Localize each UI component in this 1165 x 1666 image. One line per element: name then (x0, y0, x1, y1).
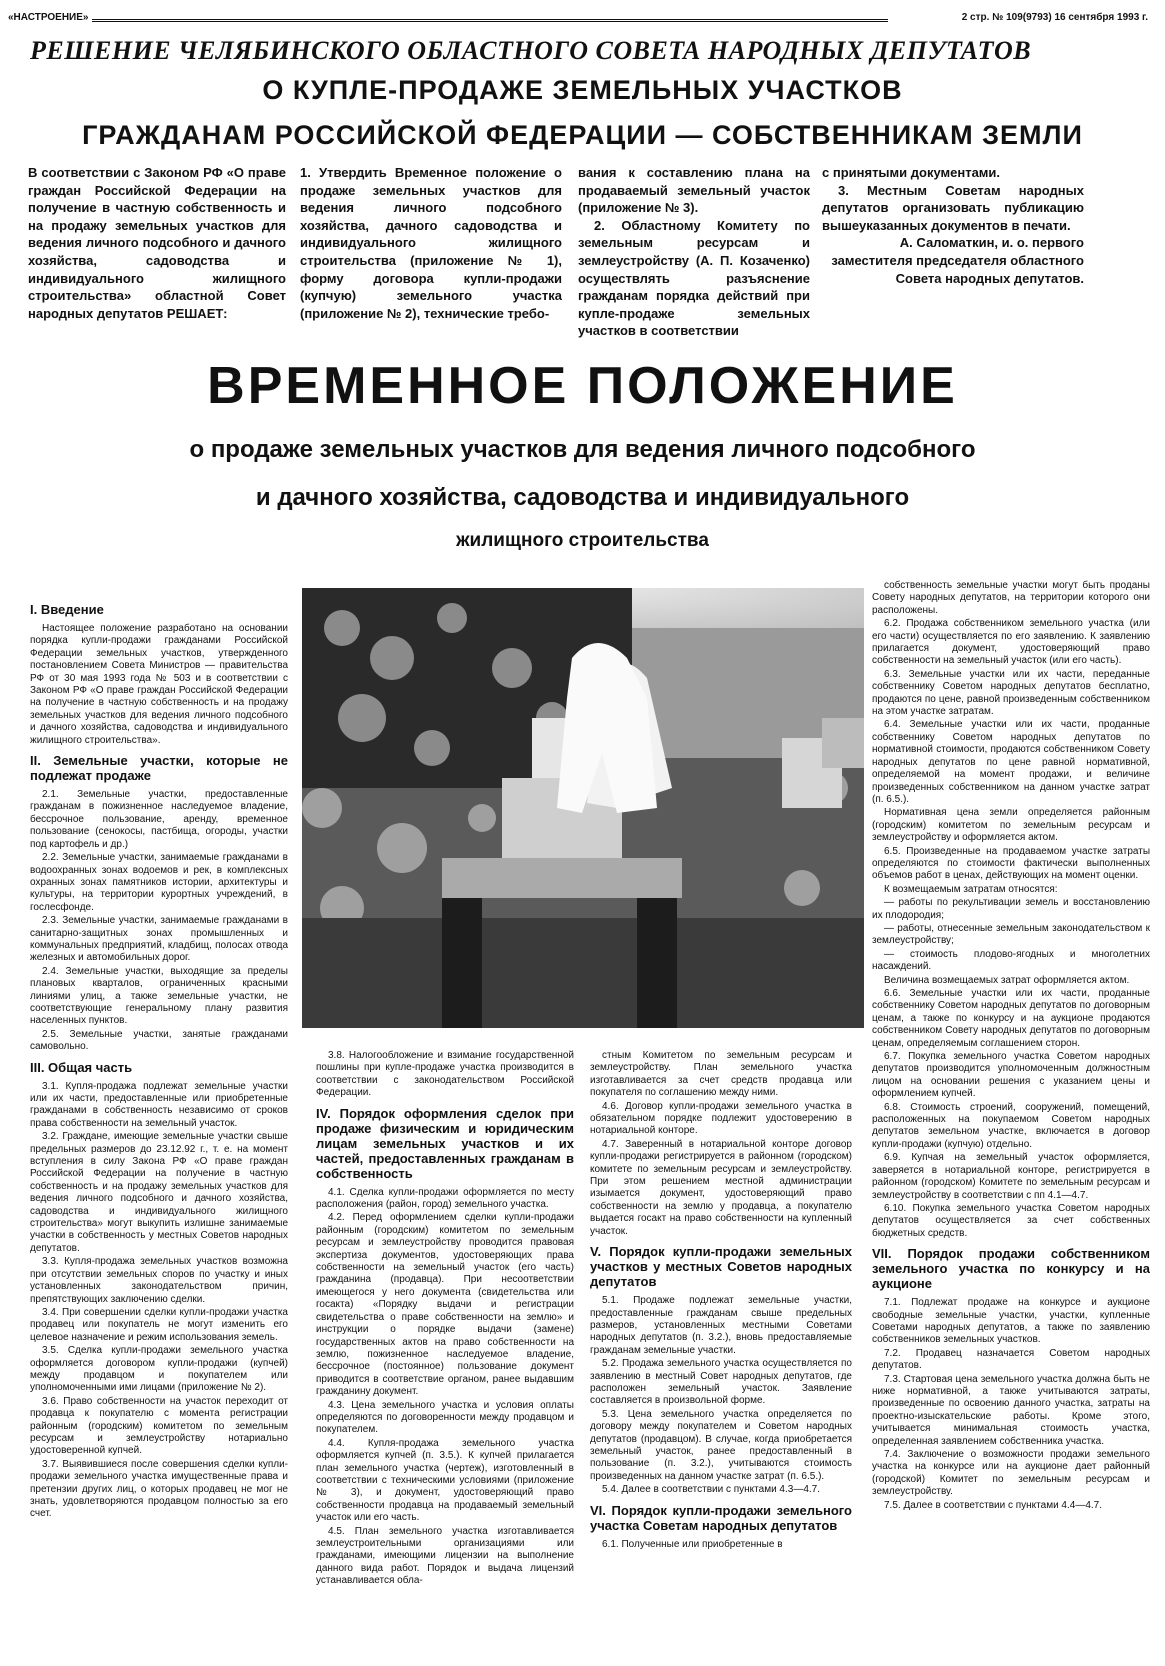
decision-preamble: В соответствии с Законом РФ «О праве граждан Российской Федерации на получение в частную собственность и на продажу земельных участков для ведения личного подсобного и дачного хозяйства, садоводства и индивидуального жилищного строительства» областной Совет народных депутатов РЕШАЕТ: (28, 165, 286, 321)
decision-column-4 (822, 164, 1084, 287)
paragraph: 6.9. Купчая на земельный участок оформляется, заверяется в нотариальной конторе, регистрируется в районном (городском) Комитете по земельным ресурсам и землеустройству в соответствии с пп 4.1—4.7. (872, 1152, 1150, 1201)
paragraph: 6.1. Полученные или приобретенные в (602, 1538, 783, 1550)
regulation-subtitle-2: и дачного хозяйства, садоводства и индивидуального (255, 484, 910, 511)
paragraph: 7.2. Продавец назначается Советом народных депутатов. (872, 1347, 1150, 1372)
paragraph: 2.1. Земельные участки, предоставленные гражданам в пожизненное наследуемое владение, бессрочное пользование, аренду, временное пользование (сенокосы, пастбища, огороды, участки под картофель и др.) (30, 789, 288, 850)
paragraph: 7.5. Далее в соответствии с пунктами 4.4—4.7. (884, 1499, 1103, 1511)
masthead-rule (92, 19, 888, 22)
paragraph: 2.3. Земельные участки, занимаемые гражданами в санитарно-защитных зонах промышленных и коммунальных предприятий, кладбищ, полосах отвода железных и автомобильных дорог. (30, 915, 288, 964)
regulation-title: ВРЕМЕННОЕ ПОЛОЖЕНИЕ (207, 357, 958, 415)
body-column-2 (316, 1050, 574, 1666)
paragraph: 3.6. Право собственности на участок переходит от продавца к покупателю с момента регистрации районным (городским) комитетом по земельным ресурсам и землеустройству нотариально удостоверенной купчей. (30, 1395, 288, 1457)
paragraph: 7.4. Заключение о возможности продажи земельного участка на конкурсе или на аукционе дает районный (городской) Комитет по земельным ресурсам и землеустройству. (872, 1449, 1150, 1498)
regulation-subtitle-1: о продаже земельных участков для ведения личного подсобного (189, 436, 976, 463)
body-column-1 (30, 596, 288, 1666)
section-heading-ii: II. Земельные участки, которые не подлежат продаже (30, 753, 288, 784)
paragraph: 7.1. Подлежат продаже на конкурсе и аукционе свободные земельные участки, участки, купленные Советами народных депутатов, а также по заявлению собственников земельных участков. (872, 1297, 1150, 1346)
paragraph: 3.1. Купля-продажа подлежат земельные участки или их части, предоставленные или приобретенные гражданами в собственность независимо от сроков права собственности на земельный участок. (30, 1080, 288, 1129)
paragraph: — стоимость плодово-ягодных и многолетних насаждений. (872, 948, 1150, 973)
paragraph: 3.2. Граждане, имеющие земельные участки свыше предельных размеров до 23.12.92 г., т. е. на момент вступления в силу Закона РФ «О праве граждан Российской Федерации на получение в частную собственность и на продажу земельных участков для ведения личного подсобного и дачного хозяйства, садоводства и индивидуального жилищного строительства» могут выкупить излишне занимаемые участки в собственность у местных Советов народных депутатов. (30, 1131, 288, 1254)
paragraph: 5.4. Далее в соответствии с пунктами 4.3—4.7. (602, 1484, 821, 1496)
paragraph: Настоящее положение разработано на основании порядка купли-продажи гражданами Российской Федерации земельных участков, утвержденного постановлением Совета Министров — правительства РФ от 30 мая 1993 года № 503 и в соответствии с Законом РФ «О праве граждан Российской Федерации на получение в частную собственность и на продажу земельных участков для ведения личного подсобного и дачного хозяйства, садоводства и индивидуального жилищного строительства». (30, 623, 288, 746)
paragraph: 2.5. Земельные участки, занятые гражданами самовольно. (30, 1028, 288, 1053)
paragraph: 6.7. Покупка земельного участка Советом народных депутатов производится уполномоченным должностным лицом на основании решения с указанием цены и оформлением купчей. (872, 1051, 1150, 1100)
paragraph: — работы по рекультивации земель и восстановлению их плодородия; (872, 897, 1150, 921)
decision-column-2 (300, 164, 562, 322)
section-heading-iii: III. Общая часть (30, 1059, 133, 1075)
paragraph: 6.5. Произведенные на продаваемом участке затраты определяются по стоимости фактически выполненных объемов работ в ценах, действующих на момент оценки. (872, 845, 1150, 882)
decision-item-1-cont: вания к составлению плана на продаваемый земельный участок (приложение № 3). (578, 165, 810, 216)
paragraph: 4.6. Договор купли-продажи земельного участка в обязательном порядке подлежит удостоверению в нотариальной конторе. (590, 1100, 852, 1137)
paragraph: 4.3. Цена земельного участка и условия оплаты определяются по договоренности между продавцом и покупателем. (316, 1399, 574, 1436)
decision-column-3 (578, 164, 810, 340)
body-column-3 (590, 1050, 852, 1666)
paragraph: 6.10. Покупка земельного участка Советом народных депутатов осуществляется за счет собственных бюджетных средств. (872, 1202, 1150, 1239)
signature: А. Саломаткин, и. о. первого заместителя председателя областного Совета народных депутатов. (831, 235, 1084, 286)
paragraph: Величина возмещаемых затрат оформляется актом. (884, 974, 1130, 986)
regulation-subtitle-3: жилищного строительства (456, 530, 709, 551)
decision-kicker: РЕШЕНИЕ ЧЕЛЯБИНСКОГО ОБЛАСТНОГО СОВЕТА НАРОДНЫХ ДЕПУТАТОВ (30, 36, 1032, 65)
paragraph: 5.2. Продажа земельного участка осуществляется по заявлению в местный Совет народных депутатов, где расположен земельный участок. Заявление составляется в произвольной форме. (590, 1358, 852, 1407)
paragraph: 6.2. Продажа собственником земельного участка (или его части) осуществляется по его заявлению. К заявлению прилагается документ, удостоверяющий право собственности на земельный участок (или его часть). (872, 618, 1150, 667)
paragraph: К возмещаемым затратам относятся: (884, 883, 1058, 895)
issue-info: 2 стр. № 109(9793) 16 сентября 1993 г. (961, 12, 1148, 23)
paragraph: — работы, отнесенные земельным законодательством к землеустройству; (872, 922, 1150, 947)
paragraph: 3.4. При совершении сделки купли-продажи участка продавец или покупатель не могут изменить его целевое назначение и режим использования земель. (30, 1306, 288, 1343)
newspaper-name: «НАСТРОЕНИЕ» (8, 12, 89, 23)
paragraph: 2.2. Земельные участки, занимаемые гражданами в водоохранных зонах водоемов и рек, в комплексных охранных зонах памятников истории, архитектуры и культуры, на территории курортных учреждений, в гослесфонде. (30, 852, 288, 913)
section-heading-vii: VII. Порядок продажи собственником земельного участка по конкурсу и на аукционе (872, 1246, 1150, 1292)
paragraph: 6.8. Стоимость строений, сооружений, помещений, расположенных на покупаемом Советом народных депутатов земельном участке, включается в договор купли-продажи (купчую) отдельно. (872, 1101, 1150, 1150)
paragraph: 5.3. Цена земельного участка определяется по договору между покупателем и Советом народных депутатов (продавцом). В случае, когда приобретается земельный участок, ранее предоставленный в пользование (п. 3.2.), учитываются стоимость произведенных на данном участке затрат (п. 6.5.). (590, 1408, 852, 1482)
paragraph: стным Комитетом по земельным ресурсам и землеустройству. План земельного участка изготавливается за счет средств продавца или покупателя по соглашению между ними. (590, 1050, 852, 1099)
paragraph: 2.4. Земельные участки, выходящие за пределы плановых кварталов, ограниченных красными линиями улиц, а также земельные участки, не соответствующие генеральному плану развития населенных пунктов. (30, 965, 288, 1027)
decision-item-1: 1. Утвердить Временное положение о продаже земельных участков для ведения личного подсобного хозяйства, дачного садоводства и индивидуального жилищного строительства (приложение № 1), форму договора купли-продажи (купчую) земельного участка (приложение № 2), технические требо- (300, 165, 562, 321)
section-heading-intro: I. Введение (30, 602, 104, 617)
paragraph: собственность земельные участки могут быть проданы Совету народных депутатов, на территории которого они расположены. (872, 580, 1150, 616)
paragraph: 6.3. Земельные участки или их части, переданные собственнику Советом народных депутатов бесплатно, продаются по цене, равной произведенным собственником на этом участке затратам. (872, 668, 1150, 718)
paragraph: 3.3. Купля-продажа земельных участков возможна при отсутствии земельных споров по участку и иных установленных законодательством причин, препятствующих заключению сделки. (30, 1256, 288, 1305)
decision-item-2-cont: с принятыми документами. (822, 165, 1001, 180)
section-heading-v: V. Порядок купли-продажи земельных участков у местных Советов народных депутатов (590, 1244, 852, 1290)
beekeepers-photo (302, 588, 864, 1028)
decision-item-2: 2. Областному Комитету по земельным ресурсам и землеустройству (А. П. Козаченко) осуществлять разъяснение гражданам порядка действий при купле-продаже земельных участков в соответствии (578, 217, 810, 339)
paragraph: 4.5. План земельного участка изготавливается землеустроительными организациями или гражданами, имеющими лицензии на выполнение данного вида работ. Порядок и выдача лицензий устанавливается обла- (316, 1525, 574, 1587)
masthead (8, 10, 1148, 28)
paragraph: 4.2. Перед оформлением сделки купли-продажи районным (городским) комитетом по земельным ресурсам и землеустройству проводится правовая экспертиза документов, удостоверяющих права собственности на земельный участок (его часть) гражданина (продавца). При несоответствии имеющегося у него документа (свидетельства или госакта) «Порядку выдачи и регистрации свидетельства о праве собственности на землю» и инструкции о порядке выдачи (замене) государственных актов на право собственности на землю, пожизненное наследуемое владение, бессрочное (постоянное) пользование документ приводится в соответствие органом, ранее выдавшим гражданину документ. (316, 1212, 574, 1398)
photo-illustration (302, 588, 864, 1028)
headline-line-2: ГРАЖДАНАМ РОССИЙСКОЙ ФЕДЕРАЦИИ — СОБСТВЕННИКАМ ЗЕМЛИ (82, 120, 1083, 150)
paragraph: 3.5. Сделка купли-продажи земельного участка оформляется договором купли-продажи (купчей) между продавцом и покупателем или уполномоченными ими лицами (приложение № 2). (30, 1345, 288, 1394)
section-heading-vi: VI. Порядок купли-продажи земельного участка Советам народных депутатов (590, 1502, 852, 1533)
section-heading-iv: IV. Порядок оформления сделок при продаже физическим и юридическим лицам земельных участков и их частей, предоставленных гражданам в собственность (316, 1105, 574, 1181)
paragraph: Нормативная цена земли определяется районным (городским) комитетом по земельным ресурсам и землеустройству и оформляется актом. (872, 807, 1150, 844)
body-column-4 (872, 580, 1150, 1666)
paragraph: 4.1. Сделка купли-продажи оформляется по месту расположения (район, город) земельного участка. (316, 1186, 574, 1211)
paragraph: 3.8. Налогообложение и взимание государственной пошлины при купле-продаже участка производится в соответствии с законодательством Российской Федерации. (316, 1050, 574, 1099)
paragraph: 4.7. Заверенный в нотариальной конторе договор купли-продажи регистрируется в районном (городском) комитете по земельным ресурсам и землеустройству. При этом решением местной администрации изымается документ, удостоверяющий право собственности на землю у продавца, а покупателю выдается госакт на право собственности на купленный участок. (590, 1138, 852, 1237)
headline-line-1: О КУПЛЕ-ПРОДАЖЕ ЗЕМЕЛЬНЫХ УЧАСТКОВ (262, 75, 903, 105)
paragraph: 6.4. Земельные участки или их части, проданные собственнику Советом народных депутатов по нормативной стоимости, продаются собственником Совету народных депутатов по цене равной нормативной, определяемой на момент продажи, и величине произведенных собственником на данном участке затрат (п. 6.5.). (872, 719, 1150, 805)
paragraph: 6.6. Земельные участки или их части, проданные собственнику Советом народных депутатов по договорным ценам, а также по конкурсу и на аукционе продаются собственником Совету народных депутатов по договорным ценам, определяемым соглашением сторон. (872, 988, 1150, 1049)
paragraph: 4.4. Купля-продажа земельного участка оформляется купчей (п. 3.5.). К купчей прилагается план земельного участка (чертеж), изготовленный в соответствии с техническими условиями (приложение № 3), и документ, удостоверяющий право собственности продавца на продаваемый земельный участок или его часть. (316, 1437, 574, 1524)
decision-column-1 (28, 164, 286, 322)
paragraph: 7.3. Стартовая цена земельного участка должна быть не ниже нормативной, а также учитываются затраты, произведенные по освоению данного участка, затраты на проектно-изыскательские работы. Кроме этого, учитывается минимальная стоимость участка, определенная заявлением собственника участка. (872, 1373, 1150, 1447)
decision-item-3: 3. Местным Советам народных депутатов организовать публикацию вышеуказанных документов в печати. (822, 182, 1084, 233)
paragraph: 3.7. Выявившиеся после совершения сделки купли-продажи земельного участка имущественные права и претензии других лиц, о которых продавец не мог не знать, удовлетворяются продавцом полностью за его счет. (30, 1458, 288, 1520)
paragraph: 5.1. Продаже подлежат земельные участки, предоставленные гражданам свыше предельных размеров, установленных местными Советами народных депутатов (п. 3.2.), вновь предоставляемые гражданам земельные участки. (590, 1295, 852, 1356)
